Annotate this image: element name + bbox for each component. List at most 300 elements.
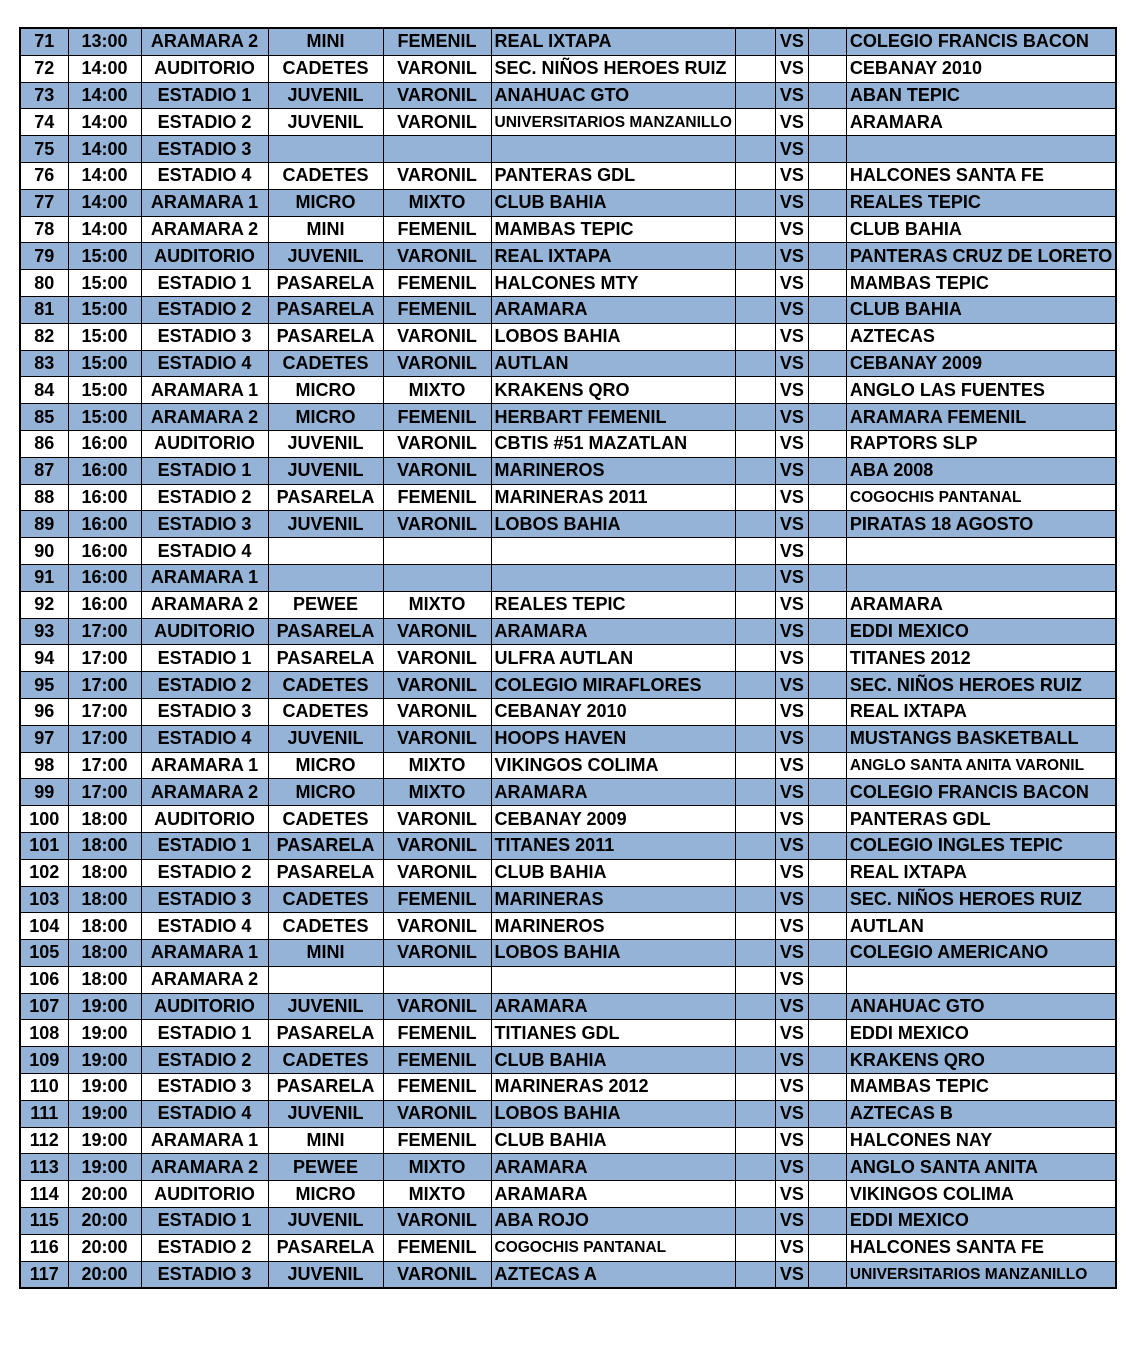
- home-team: COGOCHIS PANTANAL: [491, 1234, 735, 1261]
- home-team: CLUB BAHIA: [491, 189, 735, 216]
- category: PASARELA: [268, 323, 383, 350]
- category: JUVENIL: [268, 993, 383, 1020]
- blank-cell: [808, 1100, 846, 1127]
- away-team: COLEGIO AMERICANO: [846, 940, 1116, 967]
- away-team: MAMBAS TEPIC: [846, 1074, 1116, 1101]
- game-number: 112: [20, 1127, 68, 1154]
- blank-cell: [735, 189, 775, 216]
- game-number: 74: [20, 109, 68, 136]
- blank-cell: [808, 806, 846, 833]
- table-row: [20, 779, 1116, 806]
- blank-cell: [735, 966, 775, 993]
- home-team: CBTIS #51 MAZATLAN: [491, 430, 735, 457]
- game-number: 97: [20, 725, 68, 752]
- gender: VARONIL: [383, 457, 491, 484]
- table-row: [20, 1154, 1116, 1181]
- table-row: [20, 350, 1116, 377]
- home-team: REAL IXTAPA: [491, 28, 735, 55]
- category: MINI: [268, 216, 383, 243]
- category: JUVENIL: [268, 511, 383, 538]
- game-time: 18:00: [68, 832, 141, 859]
- away-team: ARAMARA: [846, 109, 1116, 136]
- away-team: EDDI MEXICO: [846, 1020, 1116, 1047]
- away-team: [846, 136, 1116, 163]
- versus-label: VS: [775, 752, 808, 779]
- venue: ESTADIO 3: [141, 323, 268, 350]
- game-number: 76: [20, 162, 68, 189]
- gender: FEMENIL: [383, 1127, 491, 1154]
- blank-cell: [735, 511, 775, 538]
- venue: ESTADIO 2: [141, 484, 268, 511]
- versus-label: VS: [775, 55, 808, 82]
- home-team: ANAHUAC GTO: [491, 82, 735, 109]
- game-time: 18:00: [68, 913, 141, 940]
- versus-label: VS: [775, 1020, 808, 1047]
- home-team: AUTLAN: [491, 350, 735, 377]
- away-team: ABAN TEPIC: [846, 82, 1116, 109]
- blank-cell: [735, 591, 775, 618]
- away-team: EDDI MEXICO: [846, 1208, 1116, 1235]
- away-team: ARAMARA: [846, 591, 1116, 618]
- category: CADETES: [268, 162, 383, 189]
- away-team: SEC. NIÑOS HEROES RUIZ: [846, 886, 1116, 913]
- table-row: [20, 564, 1116, 591]
- game-time: 18:00: [68, 859, 141, 886]
- category: PASARELA: [268, 1020, 383, 1047]
- category: JUVENIL: [268, 1208, 383, 1235]
- category: JUVENIL: [268, 243, 383, 270]
- blank-cell: [735, 618, 775, 645]
- venue: ESTADIO 2: [141, 109, 268, 136]
- home-team: MARINERAS 2011: [491, 484, 735, 511]
- category: PASARELA: [268, 270, 383, 297]
- game-time: 15:00: [68, 270, 141, 297]
- gender: VARONIL: [383, 109, 491, 136]
- venue: AUDITORIO: [141, 430, 268, 457]
- table-row: [20, 1047, 1116, 1074]
- venue: ARAMARA 2: [141, 591, 268, 618]
- category: CADETES: [268, 55, 383, 82]
- category: JUVENIL: [268, 82, 383, 109]
- blank-cell: [735, 538, 775, 565]
- blank-cell: [735, 28, 775, 55]
- away-team: AUTLAN: [846, 913, 1116, 940]
- home-team: ARAMARA: [491, 296, 735, 323]
- game-number: 96: [20, 698, 68, 725]
- table-row: [20, 645, 1116, 672]
- versus-label: VS: [775, 457, 808, 484]
- home-team: REALES TEPIC: [491, 591, 735, 618]
- versus-label: VS: [775, 216, 808, 243]
- venue: ESTADIO 4: [141, 162, 268, 189]
- away-team: PANTERAS CRUZ DE LORETO: [846, 243, 1116, 270]
- blank-cell: [808, 350, 846, 377]
- category: CADETES: [268, 806, 383, 833]
- away-team: ANGLO LAS FUENTES: [846, 377, 1116, 404]
- blank-cell: [735, 296, 775, 323]
- away-team: COLEGIO FRANCIS BACON: [846, 779, 1116, 806]
- game-number: 100: [20, 806, 68, 833]
- gender: FEMENIL: [383, 216, 491, 243]
- game-time: 15:00: [68, 296, 141, 323]
- away-team: MUSTANGS BASKETBALL: [846, 725, 1116, 752]
- versus-label: VS: [775, 672, 808, 699]
- blank-cell: [808, 752, 846, 779]
- blank-cell: [735, 55, 775, 82]
- home-team: LOBOS BAHIA: [491, 1100, 735, 1127]
- blank-cell: [735, 752, 775, 779]
- versus-label: VS: [775, 484, 808, 511]
- gender: VARONIL: [383, 806, 491, 833]
- game-number: 75: [20, 136, 68, 163]
- table-row: [20, 28, 1116, 55]
- blank-cell: [735, 725, 775, 752]
- home-team: COLEGIO MIRAFLORES: [491, 672, 735, 699]
- gender: MIXTO: [383, 377, 491, 404]
- versus-label: VS: [775, 1100, 808, 1127]
- game-time: 19:00: [68, 993, 141, 1020]
- table-row: [20, 243, 1116, 270]
- home-team: AZTECAS A: [491, 1261, 735, 1288]
- home-team: ARAMARA: [491, 1181, 735, 1208]
- home-team: [491, 966, 735, 993]
- versus-label: VS: [775, 832, 808, 859]
- versus-label: VS: [775, 591, 808, 618]
- gender: VARONIL: [383, 350, 491, 377]
- table-row: [20, 109, 1116, 136]
- game-time: 20:00: [68, 1234, 141, 1261]
- home-team: HOOPS HAVEN: [491, 725, 735, 752]
- blank-cell: [735, 270, 775, 297]
- gender: MIXTO: [383, 1154, 491, 1181]
- gender: VARONIL: [383, 511, 491, 538]
- table-row: [20, 1100, 1116, 1127]
- game-number: 117: [20, 1261, 68, 1288]
- table-row: [20, 618, 1116, 645]
- blank-cell: [808, 189, 846, 216]
- gender: [383, 538, 491, 565]
- game-time: 13:00: [68, 28, 141, 55]
- blank-cell: [808, 82, 846, 109]
- game-number: 81: [20, 296, 68, 323]
- category: [268, 136, 383, 163]
- game-number: 110: [20, 1074, 68, 1101]
- gender: VARONIL: [383, 1100, 491, 1127]
- gender: FEMENIL: [383, 1234, 491, 1261]
- away-team: TITANES 2012: [846, 645, 1116, 672]
- versus-label: VS: [775, 350, 808, 377]
- gender: FEMENIL: [383, 484, 491, 511]
- blank-cell: [808, 136, 846, 163]
- venue: ESTADIO 4: [141, 725, 268, 752]
- blank-cell: [808, 886, 846, 913]
- blank-cell: [735, 993, 775, 1020]
- category: PEWEE: [268, 1154, 383, 1181]
- versus-label: VS: [775, 645, 808, 672]
- blank-cell: [735, 672, 775, 699]
- venue: ESTADIO 3: [141, 136, 268, 163]
- blank-cell: [735, 457, 775, 484]
- category: JUVENIL: [268, 1100, 383, 1127]
- game-time: 16:00: [68, 484, 141, 511]
- blank-cell: [735, 82, 775, 109]
- game-time: 15:00: [68, 243, 141, 270]
- category: MICRO: [268, 1181, 383, 1208]
- home-team: HALCONES MTY: [491, 270, 735, 297]
- away-team: CEBANAY 2010: [846, 55, 1116, 82]
- away-team: PANTERAS GDL: [846, 806, 1116, 833]
- gender: FEMENIL: [383, 28, 491, 55]
- venue: ESTADIO 1: [141, 1208, 268, 1235]
- blank-cell: [808, 1181, 846, 1208]
- blank-cell: [808, 484, 846, 511]
- venue: ESTADIO 1: [141, 1020, 268, 1047]
- table-row: [20, 832, 1116, 859]
- away-team: SEC. NIÑOS HEROES RUIZ: [846, 672, 1116, 699]
- table-row: [20, 1020, 1116, 1047]
- table-row: [20, 538, 1116, 565]
- table-row: [20, 993, 1116, 1020]
- blank-cell: [808, 1261, 846, 1288]
- game-number: 83: [20, 350, 68, 377]
- game-time: 16:00: [68, 564, 141, 591]
- blank-cell: [808, 1020, 846, 1047]
- blank-cell: [808, 511, 846, 538]
- venue: ARAMARA 1: [141, 752, 268, 779]
- table-row: [20, 82, 1116, 109]
- game-number: 91: [20, 564, 68, 591]
- blank-cell: [808, 1047, 846, 1074]
- away-team: ABA 2008: [846, 457, 1116, 484]
- versus-label: VS: [775, 1234, 808, 1261]
- game-number: 84: [20, 377, 68, 404]
- home-team: [491, 538, 735, 565]
- category: JUVENIL: [268, 109, 383, 136]
- venue: ESTADIO 1: [141, 645, 268, 672]
- table-row: [20, 940, 1116, 967]
- game-number: 114: [20, 1181, 68, 1208]
- venue: ARAMARA 2: [141, 216, 268, 243]
- game-time: 14:00: [68, 189, 141, 216]
- game-number: 93: [20, 618, 68, 645]
- versus-label: VS: [775, 136, 808, 163]
- home-team: REAL IXTAPA: [491, 243, 735, 270]
- game-time: 14:00: [68, 109, 141, 136]
- game-time: 17:00: [68, 752, 141, 779]
- venue: ARAMARA 1: [141, 940, 268, 967]
- gender: VARONIL: [383, 725, 491, 752]
- blank-cell: [808, 564, 846, 591]
- home-team: TITANES 2011: [491, 832, 735, 859]
- away-team: ARAMARA FEMENIL: [846, 404, 1116, 431]
- blank-cell: [735, 243, 775, 270]
- table-row: [20, 189, 1116, 216]
- venue: ARAMARA 2: [141, 779, 268, 806]
- versus-label: VS: [775, 806, 808, 833]
- blank-cell: [808, 859, 846, 886]
- game-time: 16:00: [68, 430, 141, 457]
- home-team: ARAMARA: [491, 618, 735, 645]
- game-number: 99: [20, 779, 68, 806]
- versus-label: VS: [775, 725, 808, 752]
- blank-cell: [735, 1074, 775, 1101]
- game-time: 14:00: [68, 136, 141, 163]
- home-team: LOBOS BAHIA: [491, 323, 735, 350]
- category: [268, 564, 383, 591]
- blank-cell: [808, 913, 846, 940]
- gender: MIXTO: [383, 1181, 491, 1208]
- blank-cell: [735, 216, 775, 243]
- versus-label: VS: [775, 511, 808, 538]
- home-team: ABA ROJO: [491, 1208, 735, 1235]
- gender: MIXTO: [383, 189, 491, 216]
- blank-cell: [808, 618, 846, 645]
- category: PASARELA: [268, 484, 383, 511]
- blank-cell: [735, 1234, 775, 1261]
- game-time: 18:00: [68, 806, 141, 833]
- game-time: 20:00: [68, 1261, 141, 1288]
- game-number: 73: [20, 82, 68, 109]
- blank-cell: [808, 1234, 846, 1261]
- category: PASARELA: [268, 1234, 383, 1261]
- away-team: REAL IXTAPA: [846, 698, 1116, 725]
- blank-cell: [735, 350, 775, 377]
- category: [268, 966, 383, 993]
- category: CADETES: [268, 672, 383, 699]
- gender: VARONIL: [383, 618, 491, 645]
- blank-cell: [808, 377, 846, 404]
- blank-cell: [808, 993, 846, 1020]
- table-row: [20, 672, 1116, 699]
- venue: ESTADIO 4: [141, 538, 268, 565]
- blank-cell: [735, 1154, 775, 1181]
- venue: ESTADIO 4: [141, 1100, 268, 1127]
- table-row: [20, 457, 1116, 484]
- blank-cell: [735, 645, 775, 672]
- away-team: KRAKENS QRO: [846, 1047, 1116, 1074]
- home-team: LOBOS BAHIA: [491, 940, 735, 967]
- gender: FEMENIL: [383, 404, 491, 431]
- venue: ARAMARA 2: [141, 1154, 268, 1181]
- blank-cell: [808, 645, 846, 672]
- gender: FEMENIL: [383, 270, 491, 297]
- versus-label: VS: [775, 1208, 808, 1235]
- table-row: [20, 1234, 1116, 1261]
- game-number: 79: [20, 243, 68, 270]
- table-row: [20, 270, 1116, 297]
- blank-cell: [808, 1154, 846, 1181]
- game-time: 19:00: [68, 1127, 141, 1154]
- gender: VARONIL: [383, 55, 491, 82]
- table-row: [20, 591, 1116, 618]
- blank-cell: [808, 672, 846, 699]
- home-team: SEC. NIÑOS HEROES RUIZ: [491, 55, 735, 82]
- table-row: [20, 913, 1116, 940]
- gender: FEMENIL: [383, 1074, 491, 1101]
- game-number: 115: [20, 1208, 68, 1235]
- game-number: 82: [20, 323, 68, 350]
- category: MINI: [268, 1127, 383, 1154]
- gender: MIXTO: [383, 779, 491, 806]
- table-row: [20, 216, 1116, 243]
- blank-cell: [808, 270, 846, 297]
- category: CADETES: [268, 913, 383, 940]
- gender: [383, 564, 491, 591]
- game-time: 15:00: [68, 377, 141, 404]
- away-team: ANAHUAC GTO: [846, 993, 1116, 1020]
- away-team: [846, 538, 1116, 565]
- category: MINI: [268, 28, 383, 55]
- versus-label: VS: [775, 162, 808, 189]
- away-team: CLUB BAHIA: [846, 216, 1116, 243]
- gender: MIXTO: [383, 752, 491, 779]
- game-time: 18:00: [68, 966, 141, 993]
- versus-label: VS: [775, 940, 808, 967]
- versus-label: VS: [775, 377, 808, 404]
- gender: VARONIL: [383, 430, 491, 457]
- versus-label: VS: [775, 564, 808, 591]
- venue: ARAMARA 2: [141, 966, 268, 993]
- versus-label: VS: [775, 1154, 808, 1181]
- game-time: 19:00: [68, 1100, 141, 1127]
- game-number: 108: [20, 1020, 68, 1047]
- versus-label: VS: [775, 296, 808, 323]
- game-time: 17:00: [68, 672, 141, 699]
- blank-cell: [735, 564, 775, 591]
- game-number: 89: [20, 511, 68, 538]
- home-team: VIKINGOS COLIMA: [491, 752, 735, 779]
- blank-cell: [735, 1181, 775, 1208]
- versus-label: VS: [775, 993, 808, 1020]
- blank-cell: [808, 698, 846, 725]
- venue: ESTADIO 3: [141, 1074, 268, 1101]
- gender: [383, 136, 491, 163]
- away-team: MAMBAS TEPIC: [846, 270, 1116, 297]
- table-row: [20, 55, 1116, 82]
- home-team: CEBANAY 2009: [491, 806, 735, 833]
- versus-label: VS: [775, 82, 808, 109]
- game-number: 103: [20, 886, 68, 913]
- gender: FEMENIL: [383, 1020, 491, 1047]
- home-team: MARINERAS 2012: [491, 1074, 735, 1101]
- venue: AUDITORIO: [141, 1181, 268, 1208]
- table-row: [20, 1261, 1116, 1288]
- gender: VARONIL: [383, 82, 491, 109]
- away-team: VIKINGOS COLIMA: [846, 1181, 1116, 1208]
- category: [268, 538, 383, 565]
- table-row: [20, 886, 1116, 913]
- table-row: [20, 698, 1116, 725]
- away-team: COGOCHIS PANTANAL: [846, 484, 1116, 511]
- table-row: [20, 162, 1116, 189]
- game-number: 102: [20, 859, 68, 886]
- venue: ESTADIO 1: [141, 832, 268, 859]
- home-team: CLUB BAHIA: [491, 1127, 735, 1154]
- away-team: COLEGIO FRANCIS BACON: [846, 28, 1116, 55]
- away-team: REAL IXTAPA: [846, 859, 1116, 886]
- versus-label: VS: [775, 243, 808, 270]
- blank-cell: [808, 28, 846, 55]
- gender: VARONIL: [383, 672, 491, 699]
- venue: AUDITORIO: [141, 618, 268, 645]
- category: MICRO: [268, 752, 383, 779]
- blank-cell: [808, 779, 846, 806]
- versus-label: VS: [775, 1261, 808, 1288]
- category: MICRO: [268, 189, 383, 216]
- table-row: [20, 1127, 1116, 1154]
- venue: AUDITORIO: [141, 806, 268, 833]
- game-number: 85: [20, 404, 68, 431]
